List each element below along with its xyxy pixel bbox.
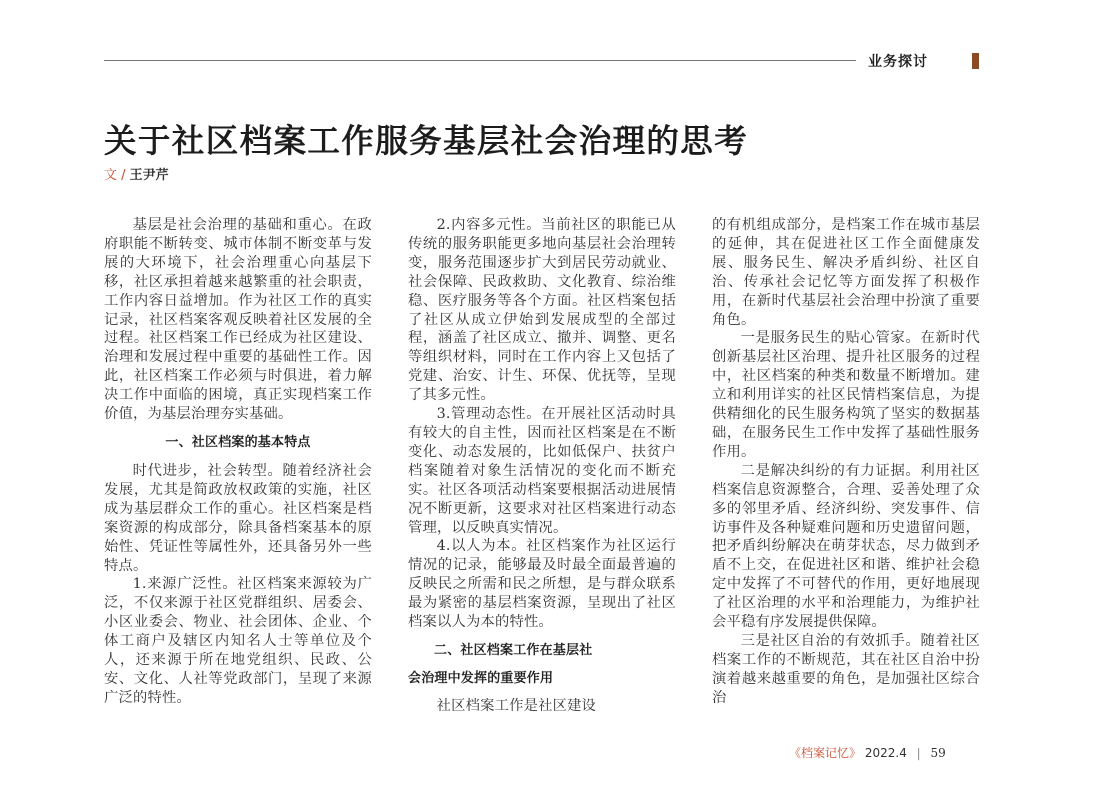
section-marker-bar [972, 53, 979, 69]
header-rule [104, 60, 856, 61]
paragraph: 4.以人为本。社区档案作为社区运行情况的记录，能够最及时最全面最普遍的反映民之所需和民之所想，是与群众联系最为紧密的基层档案资源，呈现出了社区档案以人为本的特性。 [408, 538, 676, 631]
section-heading-1: 一、社区档案的基本特点 [165, 434, 311, 450]
paragraph: 2.内容多元性。当前社区的职能已从传统的服务职能更多地向基层社会治理转变，服务范围逐步扩大到居民劳动就业、社会保障、民政救助、文化教育、综治维稳、医疗服务等各个方面。社区档案包括了社区从成立伊始到发展成型的全部过程，涵盖了社区成立、撤并、调整、更名等组织材料，同时在工作内容上又包括了党建、治安、计生、环保、优抚等，呈现了其多元性。 [408, 217, 676, 404]
text-column-2 [408, 216, 676, 716]
paragraph: 3.管理动态性。在开展社区活动时具有较大的自主性，因而社区档案是在不断变化、动态发展的，比如低保户、扶贫户档案随着对象生活情况的变化而不断充实。社区各项活动档案要根据活动进展情况不断更新，这要求对社区档案进行动态管理，以反映真实情况。 [408, 406, 676, 536]
paragraph: 社区档案工作是社区建设 [436, 697, 597, 714]
byline [104, 164, 169, 183]
paragraph: 1.来源广泛性。社区档案来源较为广泛，不仅来源于社区党群组织、居委会、小区业委会、物业、社会团体、企业、个体工商户及辖区内知名人士等单位及个人，还来源于所在地党组织、民政、公安、文化、人社等党政部门，呈现了来源广泛的特性。 [104, 576, 372, 706]
section-label: 业务探讨 [868, 54, 928, 70]
journal-name: 《档案记忆》 [789, 746, 862, 760]
paragraph: 时代进步，社会转型。随着经济社会发展，尤其是简政放权政策的实施，社区成为基层群众工作的重心。社区档案是档案资源的构成部分，除具备档案基本的原始性、凭证性等属性外，还具备另外一些特点。 [104, 462, 372, 574]
text-column-1 [104, 216, 372, 708]
paragraph: 二是解决纠纷的有力证据。利用社区档案信息资源整合，合理、妥善处理了众多的邻里矛盾、经济纠纷、突发事件、信访事件及各种疑难问题和历史遗留问题，把矛盾纠纷解决在萌芽状态，尽力做到矛盾不上交，在促进社区和谐、维护社会稳定中发挥了不可替代的作用，更好地展现了社区治理的水平和治理能力，为维护社会平稳有序发展提供保障。 [712, 462, 980, 631]
byline-prefix: 文 / [104, 168, 126, 183]
page-footer [789, 744, 946, 761]
paragraph: 三是社区自治的有效抓手。随着社区档案工作的不断规范，其在社区自治中扮演着越来越重要的角色，是加强社区综合治 [712, 632, 980, 706]
text-column-3 [712, 216, 980, 708]
footer-separator: | [916, 746, 921, 760]
byline-author: 王尹芹 [129, 168, 169, 183]
paragraph: 基层是社会治理的基础和重心。在政府职能不断转变、城市体制不断变革与发展的大环境下，社会治理重心向基层下移，社区承担着越来越繁重的社会职责，工作内容日益增加。作为社区工作的真实记录，社区档案客观反映着社区发展的全过程。社区档案工作已经成为社区建设、治理和发展过程中重要的基础性工作。因此，社区档案工作必须与时俱进，着力解决工作中面临的困境，真正实现档案工作价值，为基层治理夯实基础。 [104, 217, 372, 423]
issue-number: 2022.4 [864, 746, 907, 760]
paragraph: 的有机组成部分，是档案工作在城市基层的延伸，其在促进社区工作全面健康发展、服务民生、解决矛盾纠纷、社区自治、传承社会记忆等方面发挥了积极作用，在新时代基层社会治理中扮演了重要角色。 [712, 217, 980, 328]
article-title: 关于社区档案工作服务基层社会治理的思考 [104, 121, 749, 160]
paragraph: 一是服务民生的贴心管家。在新时代创新基层社区治理、提升社区服务的过程中，社区档案的种类和数量不断增加。建立和利用详实的社区民情档案信息，为提供精细化的民生服务构筑了坚实的数据基础，在服务民生工作中发挥了基础性服务作用。 [712, 330, 980, 460]
page-number: 59 [930, 746, 946, 760]
section-heading-2-line-2: 会治理中发挥的重要作用 [408, 670, 554, 686]
section-heading-2-line-1: 二、社区档案工作在基层社 [434, 642, 593, 658]
